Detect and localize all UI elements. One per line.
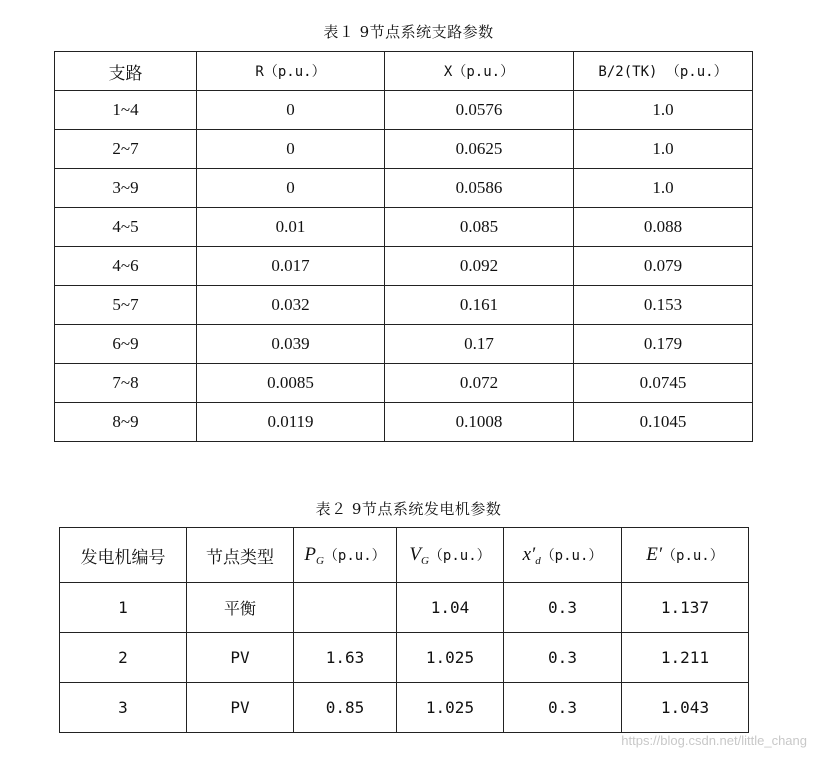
- header-node-type: 节点类型: [187, 528, 294, 583]
- cell-x: 0.092: [385, 247, 574, 286]
- xd-subscript: d: [535, 554, 541, 567]
- xd-symbol: x′: [522, 543, 536, 565]
- cell-b2: 0.0745: [574, 364, 753, 403]
- cell-b2: 1.0: [574, 169, 753, 208]
- cell-r: 0.017: [197, 247, 385, 286]
- pg-subscript: G: [315, 554, 324, 567]
- header-vg: [397, 528, 504, 583]
- cell-r: 0: [197, 91, 385, 130]
- header-x: X（p.u.）: [385, 52, 574, 91]
- cell-vg: 1.025: [397, 683, 504, 733]
- cell-xd: 0.3: [504, 583, 622, 633]
- cell-node-type: 平衡: [187, 583, 294, 633]
- table-header-row: [55, 52, 753, 91]
- cell-xd: 0.3: [504, 683, 622, 733]
- cell-branch: 1~4: [55, 91, 197, 130]
- cell-generator-number: 3: [60, 683, 187, 733]
- cell-r: 0.0085: [197, 364, 385, 403]
- watermark-url: https://blog.csdn.net/little_chang: [621, 733, 807, 748]
- header-pg: [294, 528, 397, 583]
- cell-r: 0.0119: [197, 403, 385, 442]
- cell-branch: 4~5: [55, 208, 197, 247]
- cell-b2: 1.0: [574, 91, 753, 130]
- cell-e: 1.137: [622, 583, 749, 633]
- header-r: R（p.u.）: [197, 52, 385, 91]
- cell-pg: 0.85: [294, 683, 397, 733]
- cell-x: 0.072: [385, 364, 574, 403]
- cell-node-type: PV: [187, 633, 294, 683]
- generator-parameters-table: [59, 527, 749, 733]
- table1-caption: 表１ 9节点系统支路参数: [323, 23, 494, 41]
- cell-e: 1.043: [622, 683, 749, 733]
- table-row: [55, 403, 753, 442]
- header-e: [622, 528, 749, 583]
- e-unit: （p.u.）: [662, 548, 724, 564]
- cell-generator-number: 1: [60, 583, 187, 633]
- cell-vg: 1.025: [397, 633, 504, 683]
- cell-pg: [294, 583, 397, 633]
- table-row: [55, 247, 753, 286]
- table-row: [60, 633, 749, 683]
- cell-branch: 2~7: [55, 130, 197, 169]
- cell-x: 0.161: [385, 286, 574, 325]
- table-row: [55, 286, 753, 325]
- table2-caption: 表２ 9节点系统发电机参数: [315, 500, 502, 518]
- cell-b2: 0.1045: [574, 403, 753, 442]
- cell-r: 0: [197, 169, 385, 208]
- cell-xd: 0.3: [504, 633, 622, 683]
- cell-branch: 3~9: [55, 169, 197, 208]
- cell-branch: 4~6: [55, 247, 197, 286]
- cell-b2: 0.153: [574, 286, 753, 325]
- cell-r: 0.032: [197, 286, 385, 325]
- cell-b2: 0.088: [574, 208, 753, 247]
- table-row: [55, 208, 753, 247]
- cell-x: 0.0586: [385, 169, 574, 208]
- cell-branch: 8~9: [55, 403, 197, 442]
- cell-x: 0.0625: [385, 130, 574, 169]
- cell-r: 0.039: [197, 325, 385, 364]
- header-xd: [504, 528, 622, 583]
- cell-b2: 1.0: [574, 130, 753, 169]
- branch-parameters-table: [54, 51, 753, 442]
- vg-subscript: G: [420, 554, 429, 567]
- cell-x: 0.0576: [385, 91, 574, 130]
- table-row: [55, 169, 753, 208]
- table-row: [60, 583, 749, 633]
- cell-x: 0.1008: [385, 403, 574, 442]
- vg-unit: （p.u.）: [428, 547, 491, 564]
- cell-b2: 0.079: [574, 247, 753, 286]
- cell-x: 0.085: [385, 208, 574, 247]
- header-generator-number: 发电机编号: [60, 528, 187, 583]
- vg-symbol: V: [409, 543, 421, 565]
- cell-e: 1.211: [622, 633, 749, 683]
- table-row: [55, 91, 753, 130]
- xd-unit: （p.u.）: [540, 547, 603, 564]
- cell-x: 0.17: [385, 325, 574, 364]
- cell-branch: 5~7: [55, 286, 197, 325]
- cell-branch: 7~8: [55, 364, 197, 403]
- cell-pg: 1.63: [294, 633, 397, 683]
- cell-vg: 1.04: [397, 583, 504, 633]
- cell-branch: 6~9: [55, 325, 197, 364]
- cell-node-type: PV: [187, 683, 294, 733]
- table-row: [55, 325, 753, 364]
- table-header-row: [60, 528, 749, 583]
- cell-b2: 0.179: [574, 325, 753, 364]
- header-branch: 支路: [55, 52, 197, 91]
- cell-r: 0.01: [197, 208, 385, 247]
- cell-r: 0: [197, 130, 385, 169]
- table-row: [55, 364, 753, 403]
- pg-symbol: P: [304, 543, 316, 565]
- table-row: [55, 130, 753, 169]
- e-symbol: E′: [646, 544, 663, 565]
- table-row: [60, 683, 749, 733]
- header-b2: B/2(TK) （p.u.）: [574, 52, 753, 91]
- cell-generator-number: 2: [60, 633, 187, 683]
- pg-unit: （p.u.）: [323, 547, 386, 564]
